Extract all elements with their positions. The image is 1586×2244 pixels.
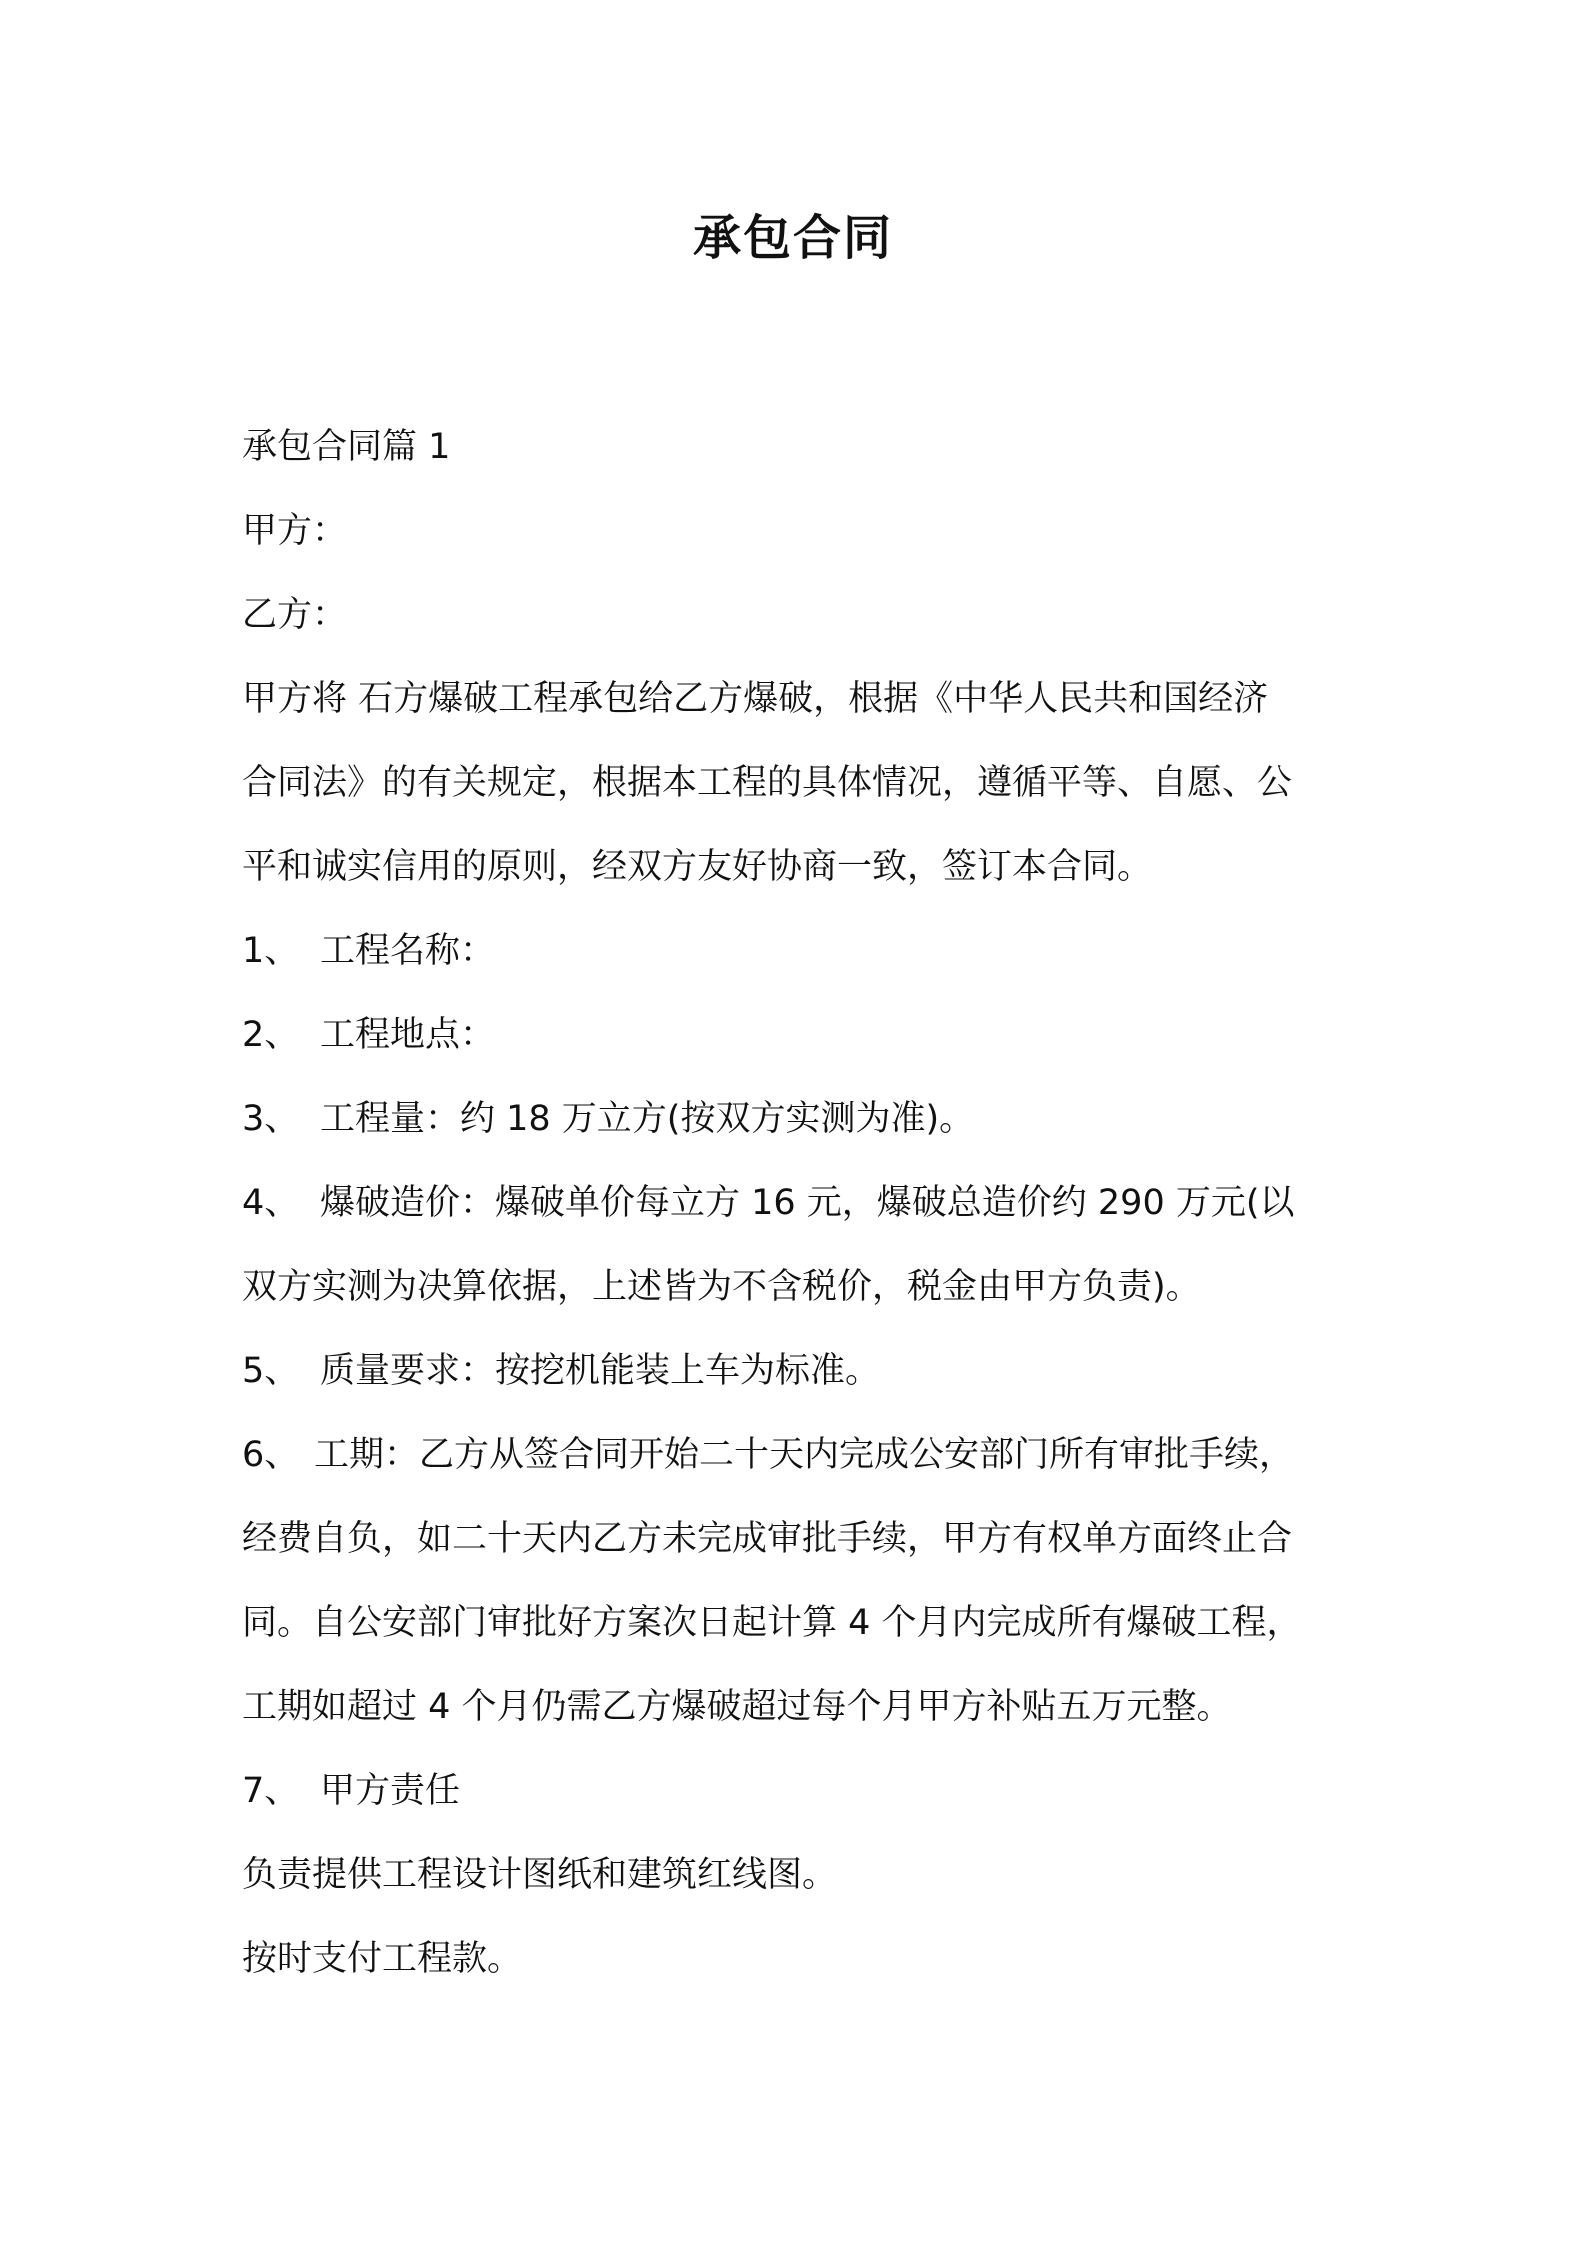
clause-6-continuation: 同。自公安部门审批好方案次日起计算 4 个月内完成所有爆破工程，	[242, 1603, 1302, 1643]
party-a-label: 甲方：	[242, 511, 348, 551]
clause-4	[242, 1161, 1362, 1245]
clause-number: 2、	[242, 1015, 300, 1055]
responsibility-item: 按时支付工程款。	[242, 1939, 523, 1979]
clause-2	[242, 993, 1362, 1077]
clause-text: 质量要求：按挖机能装上车为标准。	[320, 1351, 881, 1391]
clause-text: 工程地点：	[320, 1015, 496, 1055]
clause-number: 3、	[242, 1099, 300, 1139]
document-title: 承包合同	[692, 210, 893, 266]
clause-3	[242, 1077, 1362, 1161]
clause-text: 甲方责任	[320, 1771, 461, 1811]
clause-text: 工程名称：	[320, 931, 496, 971]
clause-6-continuation: 工期如超过 4 个月仍需乙方爆破超过每个月甲方补贴五万元整。	[242, 1687, 1232, 1727]
clause-6	[242, 1413, 1362, 1497]
clause-text: 爆破造价：爆破单价每立方 16 元，爆破总造价约 290 万元(以	[320, 1183, 1295, 1223]
clause-number: 5、	[242, 1351, 300, 1391]
clause-7	[242, 1749, 1362, 1833]
document-body	[242, 405, 1362, 2001]
clause-number: 6、	[242, 1435, 300, 1475]
section-heading: 承包合同篇 1	[242, 427, 451, 467]
clause-number: 4、	[242, 1183, 300, 1223]
intro-line: 合同法》的有关规定，根据本工程的具体情况，遵循平等、自愿、公	[242, 763, 1293, 803]
responsibility-item: 负责提供工程设计图纸和建筑红线图。	[242, 1855, 838, 1895]
party-b-label: 乙方：	[242, 595, 348, 635]
intro-line: 平和诚实信用的原则，经双方友好协商一致，签订本合同。	[242, 847, 1153, 887]
clause-number: 7、	[242, 1771, 300, 1811]
clause-6-continuation: 经费自负，如二十天内乙方未完成审批手续，甲方有权单方面终止合	[242, 1519, 1293, 1559]
clause-text: 工程量：约 18 万立方(按双方实测为准)。	[320, 1099, 975, 1139]
clause-4-continuation: 双方实测为决算依据，上述皆为不含税价，税金由甲方负责)。	[242, 1267, 1201, 1307]
clause-5	[242, 1329, 1362, 1413]
clause-1	[242, 909, 1362, 993]
intro-line: 甲方将 石方爆破工程承包给乙方爆破，根据《中华人民共和国经济	[242, 679, 1269, 719]
clause-text: 工期：乙方从签合同开始二十天内完成公安部门所有审批手续，	[314, 1435, 1295, 1475]
clause-number: 1、	[242, 931, 300, 971]
